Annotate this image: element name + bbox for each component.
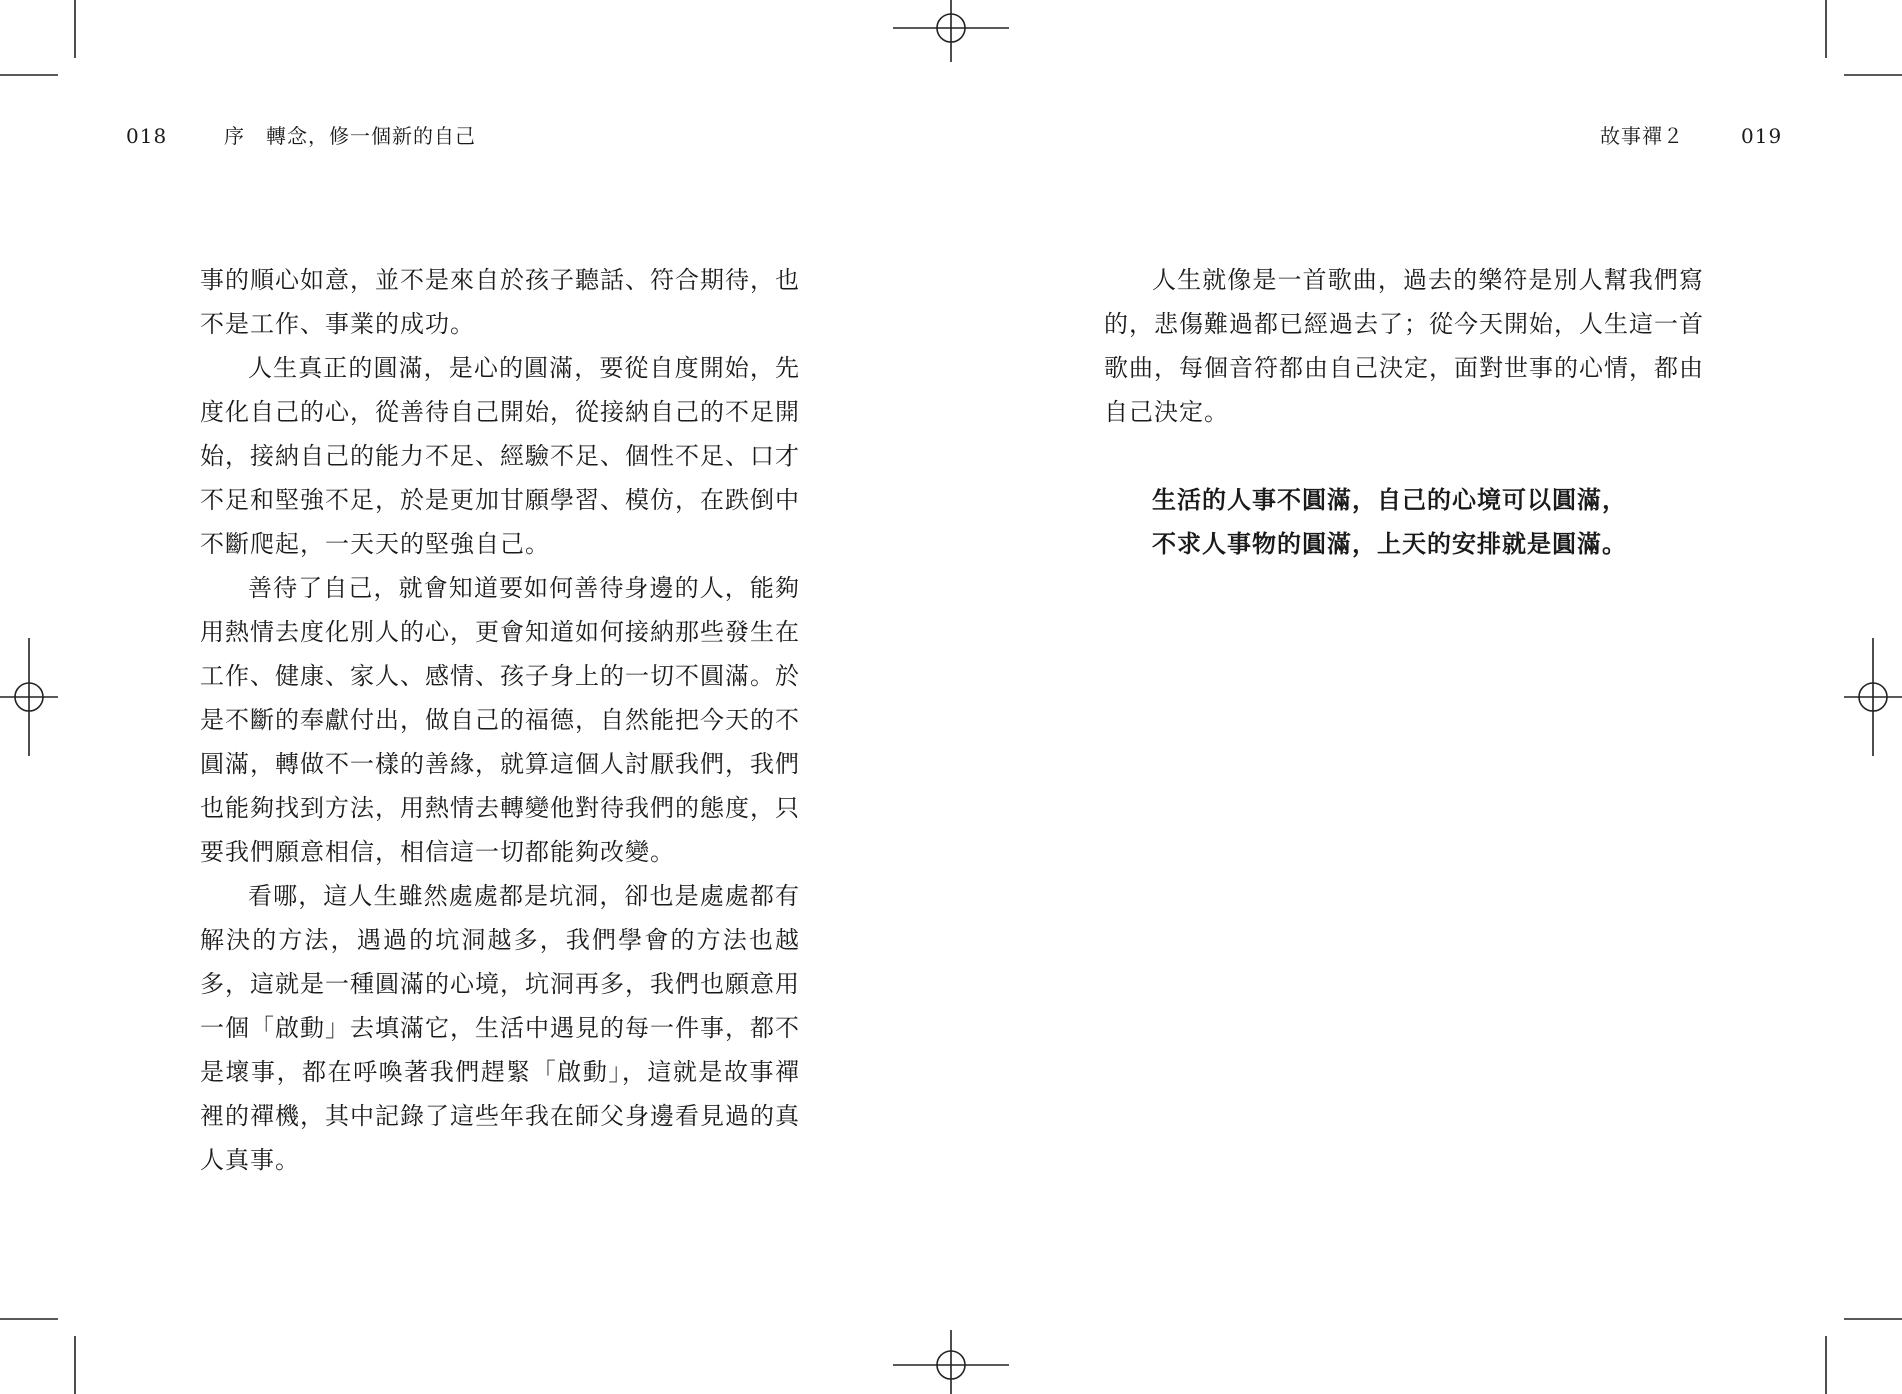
emphasis-line: 不求人事物的圓滿，上天的安排就是圓滿。: [1152, 529, 1627, 558]
right-page-body: [1104, 258, 1704, 566]
crop-mark-bottom-right: [1826, 1319, 1902, 1394]
registration-mark-top: [893, 0, 1009, 62]
crop-mark-bottom-left: [0, 1319, 75, 1394]
emphasis-line: 生活的人事不圓滿，自己的心境可以圓滿，: [1152, 485, 1627, 514]
registration-mark-right: [1844, 638, 1902, 756]
right-page-number: 019: [1741, 124, 1783, 148]
body-paragraph: 人生真正的圓滿，是心的圓滿，要從自度開始，先度化自己的心，從善待自己開始，從接納自己的不足開始，接納自己的能力不足、經驗不足、個性不足、口才不足和堅強不足，於是更加甘願學習、模仿，在跌倒中不斷爬起，一天天的堅強自己。: [200, 354, 800, 558]
body-paragraph: 事的順心如意，並不是來自於孩子聽話、符合期待，也不是工作、事業的成功。: [200, 266, 800, 338]
crop-mark-top-right: [1826, 0, 1902, 75]
registration-mark-bottom: [893, 1330, 1009, 1394]
body-paragraph: 善待了自己，就會知道要如何善待身邊的人，能夠用熱情去度化別人的心，更會知道如何接納那些發生在工作、健康、家人、感情、孩子身上的一切不圓滿。於是不斷的奉獻付出，做自己的福德，自然能把今天的不圓滿，轉做不一樣的善緣，就算這個人討厭我們，我們也能夠找到方法，用熱情去轉變他對待我們的態度，只要我們願意相信，相信這一切都能夠改變。: [200, 574, 800, 866]
registration-mark-left: [0, 638, 58, 756]
body-paragraph: 人生就像是一首歌曲，過去的樂符是別人幫我們寫的，悲傷難過都已經過去了；從今天開始，人生這一首歌曲，每個音符都由自己決定，面對世事的心情，都由自己決定。: [1104, 266, 1704, 426]
paragraph-spacer: [1104, 434, 1704, 478]
body-paragraph: 看哪，這人生雖然處處都是坑洞，卻也是處處都有解決的方法，遇過的坑洞越多，我們學會的方法也越多，這就是一種圓滿的心境，坑洞再多，我們也願意用一個「啟動」去填滿它，生活中遇見的每一件事，都不是壞事，都在呼喚著我們趕緊「啟動」，這就是故事禪裡的禪機，其中記錄了這些年我在師父身邊看見過的真人真事。: [200, 882, 800, 1174]
left-running-title: 序 轉念，修一個新的自己: [224, 124, 476, 148]
left-page-body: [200, 258, 800, 1182]
left-page-number: 018: [126, 124, 168, 148]
crop-mark-top-left: [0, 0, 75, 75]
right-running-title: 故事禪２: [1600, 124, 1684, 148]
